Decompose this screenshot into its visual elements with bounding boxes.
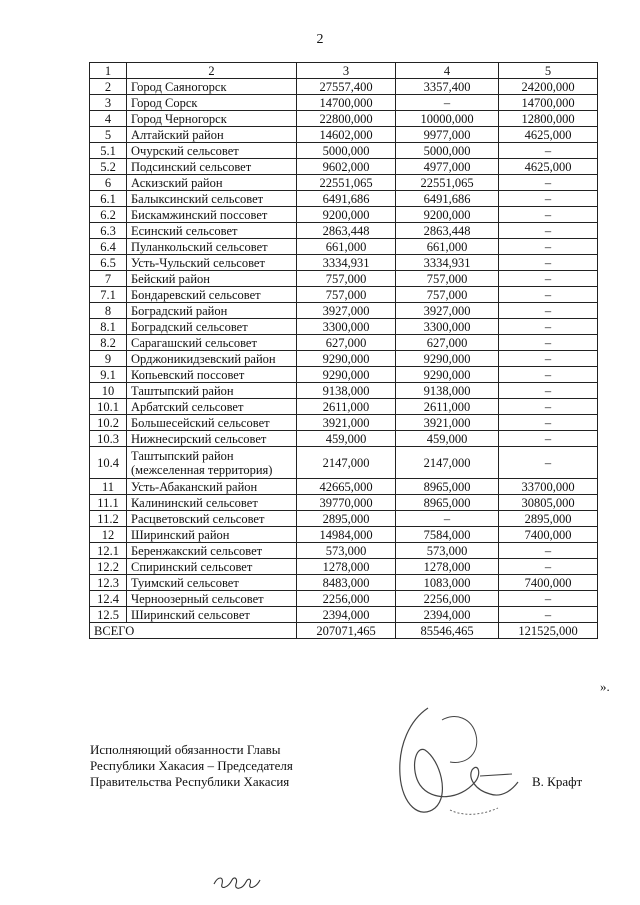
position-line: Исполняющий обязанности Главы — [90, 742, 281, 757]
municipality-name: Город Сорск — [127, 95, 297, 111]
row-number: 8.2 — [90, 335, 127, 351]
value-col3: 42665,000 — [297, 479, 396, 495]
value-col3: 5000,000 — [297, 143, 396, 159]
municipality-name: Копьевский поссовет — [127, 367, 297, 383]
value-col4: 8965,000 — [396, 495, 499, 511]
municipality-name: Алтайский район — [127, 127, 297, 143]
value-col5: 7400,000 — [499, 527, 598, 543]
value-col5: – — [499, 559, 598, 575]
value-col3: 2147,000 — [297, 447, 396, 479]
table-row — [90, 591, 598, 607]
table-row — [90, 495, 598, 511]
table-row — [90, 431, 598, 447]
value-col5: – — [499, 271, 598, 287]
table-row — [90, 127, 598, 143]
value-col5: – — [499, 543, 598, 559]
row-number: 12 — [90, 527, 127, 543]
table-row — [90, 335, 598, 351]
value-col5: – — [499, 351, 598, 367]
municipality-name: Город Саяногорск — [127, 79, 297, 95]
table-row — [90, 511, 598, 527]
table-row — [90, 527, 598, 543]
value-col3: 573,000 — [297, 543, 396, 559]
table-row — [90, 399, 598, 415]
value-col5: – — [499, 591, 598, 607]
municipality-name: Пуланкольский сельсовет — [127, 239, 297, 255]
value-col4: 2394,000 — [396, 607, 499, 623]
value-col5: – — [499, 415, 598, 431]
value-col4: 6491,686 — [396, 191, 499, 207]
value-col4: 5000,000 — [396, 143, 499, 159]
value-col5: 7400,000 — [499, 575, 598, 591]
value-col5: – — [499, 383, 598, 399]
table-header-row — [90, 63, 598, 79]
total-col4: 85546,465 — [396, 623, 499, 639]
municipality-name: Усть-Чульский сельсовет — [127, 255, 297, 271]
value-col5: – — [499, 207, 598, 223]
table-row — [90, 287, 598, 303]
value-col3: 3300,000 — [297, 319, 396, 335]
value-col3: 22800,000 — [297, 111, 396, 127]
municipality-name: Бондаревский сельсовет — [127, 287, 297, 303]
value-col4: – — [396, 511, 499, 527]
table-row — [90, 95, 598, 111]
table-row — [90, 479, 598, 495]
table-row — [90, 607, 598, 623]
table-row — [90, 383, 598, 399]
municipality-name: Боградский сельсовет — [127, 319, 297, 335]
value-col5: – — [499, 335, 598, 351]
value-col5: 4625,000 — [499, 159, 598, 175]
value-col4: 1278,000 — [396, 559, 499, 575]
value-col3: 9290,000 — [297, 351, 396, 367]
row-number: 7 — [90, 271, 127, 287]
value-col4: 10000,000 — [396, 111, 499, 127]
municipality-name: Боградский район — [127, 303, 297, 319]
value-col4: 2147,000 — [396, 447, 499, 479]
value-col5: – — [499, 191, 598, 207]
value-col4: 9290,000 — [396, 367, 499, 383]
value-col4: 3334,931 — [396, 255, 499, 271]
value-col3: 1278,000 — [297, 559, 396, 575]
value-col3: 3921,000 — [297, 415, 396, 431]
row-number: 8 — [90, 303, 127, 319]
value-col4: 9977,000 — [396, 127, 499, 143]
value-col4: 3300,000 — [396, 319, 499, 335]
value-col5: – — [499, 447, 598, 479]
value-col3: 14984,000 — [297, 527, 396, 543]
municipality-name: Есинский сельсовет — [127, 223, 297, 239]
value-col3: 661,000 — [297, 239, 396, 255]
municipality-name: Аскизский район — [127, 175, 297, 191]
handwritten-signature — [380, 690, 530, 840]
row-number: 2 — [90, 79, 127, 95]
municipality-name: Ширинский район — [127, 527, 297, 543]
row-number: 6.4 — [90, 239, 127, 255]
table-row — [90, 351, 598, 367]
row-number: 10.3 — [90, 431, 127, 447]
value-col4: 661,000 — [396, 239, 499, 255]
column-header: 5 — [499, 63, 598, 79]
value-col5: – — [499, 143, 598, 159]
municipality-name: Бискамжинский поссовет — [127, 207, 297, 223]
value-col4: 3927,000 — [396, 303, 499, 319]
total-row — [90, 623, 598, 639]
value-col4: 4977,000 — [396, 159, 499, 175]
value-col3: 757,000 — [297, 287, 396, 303]
row-number: 12.4 — [90, 591, 127, 607]
value-col4: 627,000 — [396, 335, 499, 351]
value-col3: 9138,000 — [297, 383, 396, 399]
municipality-name: Большесейский сельсовет — [127, 415, 297, 431]
row-number: 11.2 — [90, 511, 127, 527]
page-number: 2 — [316, 32, 324, 47]
column-header: 4 — [396, 63, 499, 79]
value-col3: 2256,000 — [297, 591, 396, 607]
row-number: 10.1 — [90, 399, 127, 415]
table-row — [90, 303, 598, 319]
value-col5: – — [499, 287, 598, 303]
table-row — [90, 223, 598, 239]
municipality-name: Бейский район — [127, 271, 297, 287]
total-col3: 207071,465 — [297, 623, 396, 639]
row-number: 9.1 — [90, 367, 127, 383]
value-col3: 3927,000 — [297, 303, 396, 319]
municipality-name: Подсинский сельсовет — [127, 159, 297, 175]
row-number: 5.1 — [90, 143, 127, 159]
table-row — [90, 239, 598, 255]
budget-table — [89, 62, 598, 639]
table-row — [90, 559, 598, 575]
value-col4: 9138,000 — [396, 383, 499, 399]
municipality-name: Расцветовский сельсовет — [127, 511, 297, 527]
value-col3: 39770,000 — [297, 495, 396, 511]
value-col4: 3921,000 — [396, 415, 499, 431]
municipality-name: Арбатский сельсовет — [127, 399, 297, 415]
municipality-name: Очурский сельсовет — [127, 143, 297, 159]
table-row — [90, 271, 598, 287]
municipality-name: Балыксинский сельсовет — [127, 191, 297, 207]
value-col4: 7584,000 — [396, 527, 499, 543]
signatory-name: В. Крафт — [532, 774, 583, 789]
value-col4: 9200,000 — [396, 207, 499, 223]
value-col3: 2895,000 — [297, 511, 396, 527]
municipality-name: Сарагашский сельсовет — [127, 335, 297, 351]
municipality-name: Беренжакский сельсовет — [127, 543, 297, 559]
table-row — [90, 367, 598, 383]
municipality-name: Усть-Абаканский район — [127, 479, 297, 495]
value-col4: 2863,448 — [396, 223, 499, 239]
row-number: 6.2 — [90, 207, 127, 223]
value-col5: – — [499, 431, 598, 447]
row-number: 6.5 — [90, 255, 127, 271]
value-col5: – — [499, 367, 598, 383]
value-col5: 14700,000 — [499, 95, 598, 111]
row-number: 8.1 — [90, 319, 127, 335]
value-col3: 3334,931 — [297, 255, 396, 271]
value-col5: – — [499, 255, 598, 271]
row-number: 4 — [90, 111, 127, 127]
municipality-name: Черноозерный сельсовет — [127, 591, 297, 607]
row-number: 6.1 — [90, 191, 127, 207]
value-col5: 12800,000 — [499, 111, 598, 127]
value-col4: 2611,000 — [396, 399, 499, 415]
value-col5: 30805,000 — [499, 495, 598, 511]
value-col3: 6491,686 — [297, 191, 396, 207]
table-row — [90, 175, 598, 191]
value-col3: 627,000 — [297, 335, 396, 351]
value-col3: 2611,000 — [297, 399, 396, 415]
value-col4: 22551,065 — [396, 175, 499, 191]
value-col4: 3357,400 — [396, 79, 499, 95]
value-col5: 24200,000 — [499, 79, 598, 95]
value-col5: – — [499, 399, 598, 415]
value-col5: 33700,000 — [499, 479, 598, 495]
value-col5: 2895,000 — [499, 511, 598, 527]
table-row — [90, 447, 598, 479]
value-col4: – — [396, 95, 499, 111]
value-col4: 9290,000 — [396, 351, 499, 367]
row-number: 12.3 — [90, 575, 127, 591]
table-row — [90, 159, 598, 175]
municipality-name: Калининский сельсовет — [127, 495, 297, 511]
row-number: 11.1 — [90, 495, 127, 511]
row-number: 12.5 — [90, 607, 127, 623]
value-col4: 573,000 — [396, 543, 499, 559]
total-col5: 121525,000 — [499, 623, 598, 639]
value-col5: – — [499, 175, 598, 191]
table-row — [90, 415, 598, 431]
row-number: 7.1 — [90, 287, 127, 303]
column-header: 2 — [127, 63, 297, 79]
total-label: ВСЕГО — [90, 623, 297, 639]
value-col3: 459,000 — [297, 431, 396, 447]
value-col5: – — [499, 319, 598, 335]
table-row — [90, 79, 598, 95]
column-header: 3 — [297, 63, 396, 79]
position-line: Правительства Республики Хакасия — [90, 774, 290, 789]
row-number: 11 — [90, 479, 127, 495]
row-number: 10.4 — [90, 447, 127, 479]
value-col3: 2394,000 — [297, 607, 396, 623]
closing-quote: ». — [600, 679, 610, 694]
municipality-name: Таштыпский район (межселенная территория) — [127, 447, 297, 479]
value-col4: 757,000 — [396, 287, 499, 303]
row-number: 5 — [90, 127, 127, 143]
value-col5: – — [499, 223, 598, 239]
row-number: 10 — [90, 383, 127, 399]
value-col5: – — [499, 607, 598, 623]
table-row — [90, 143, 598, 159]
row-number: 10.2 — [90, 415, 127, 431]
municipality-name: Орджоникидзевский район — [127, 351, 297, 367]
table-row — [90, 191, 598, 207]
table-row — [90, 319, 598, 335]
table-row — [90, 207, 598, 223]
value-col3: 757,000 — [297, 271, 396, 287]
municipality-name: Город Черногорск — [127, 111, 297, 127]
table-row — [90, 543, 598, 559]
value-col5: 4625,000 — [499, 127, 598, 143]
value-col3: 8483,000 — [297, 575, 396, 591]
table-row — [90, 575, 598, 591]
value-col4: 1083,000 — [396, 575, 499, 591]
value-col3: 14602,000 — [297, 127, 396, 143]
table-row — [90, 111, 598, 127]
value-col3: 14700,000 — [297, 95, 396, 111]
value-col3: 9602,000 — [297, 159, 396, 175]
value-col5: – — [499, 303, 598, 319]
row-number: 5.2 — [90, 159, 127, 175]
row-number: 12.2 — [90, 559, 127, 575]
value-col4: 757,000 — [396, 271, 499, 287]
value-col3: 22551,065 — [297, 175, 396, 191]
municipality-name: Туимский сельсовет — [127, 575, 297, 591]
municipality-name: Спиринский сельсовет — [127, 559, 297, 575]
column-header: 1 — [90, 63, 127, 79]
table-row — [90, 255, 598, 271]
handwritten-initials — [210, 868, 270, 892]
signatory-position — [90, 742, 293, 790]
value-col3: 9200,000 — [297, 207, 396, 223]
value-col3: 27557,400 — [297, 79, 396, 95]
municipality-name: Нижнесирский сельсовет — [127, 431, 297, 447]
value-col4: 8965,000 — [396, 479, 499, 495]
row-number: 9 — [90, 351, 127, 367]
value-col5: – — [499, 239, 598, 255]
position-line: Республики Хакасия – Председателя — [90, 758, 293, 773]
value-col4: 459,000 — [396, 431, 499, 447]
value-col4: 2256,000 — [396, 591, 499, 607]
row-number: 12.1 — [90, 543, 127, 559]
value-col3: 9290,000 — [297, 367, 396, 383]
municipality-name: Таштыпский район — [127, 383, 297, 399]
row-number: 6.3 — [90, 223, 127, 239]
municipality-name: Ширинский сельсовет — [127, 607, 297, 623]
value-col3: 2863,448 — [297, 223, 396, 239]
row-number: 3 — [90, 95, 127, 111]
row-number: 6 — [90, 175, 127, 191]
